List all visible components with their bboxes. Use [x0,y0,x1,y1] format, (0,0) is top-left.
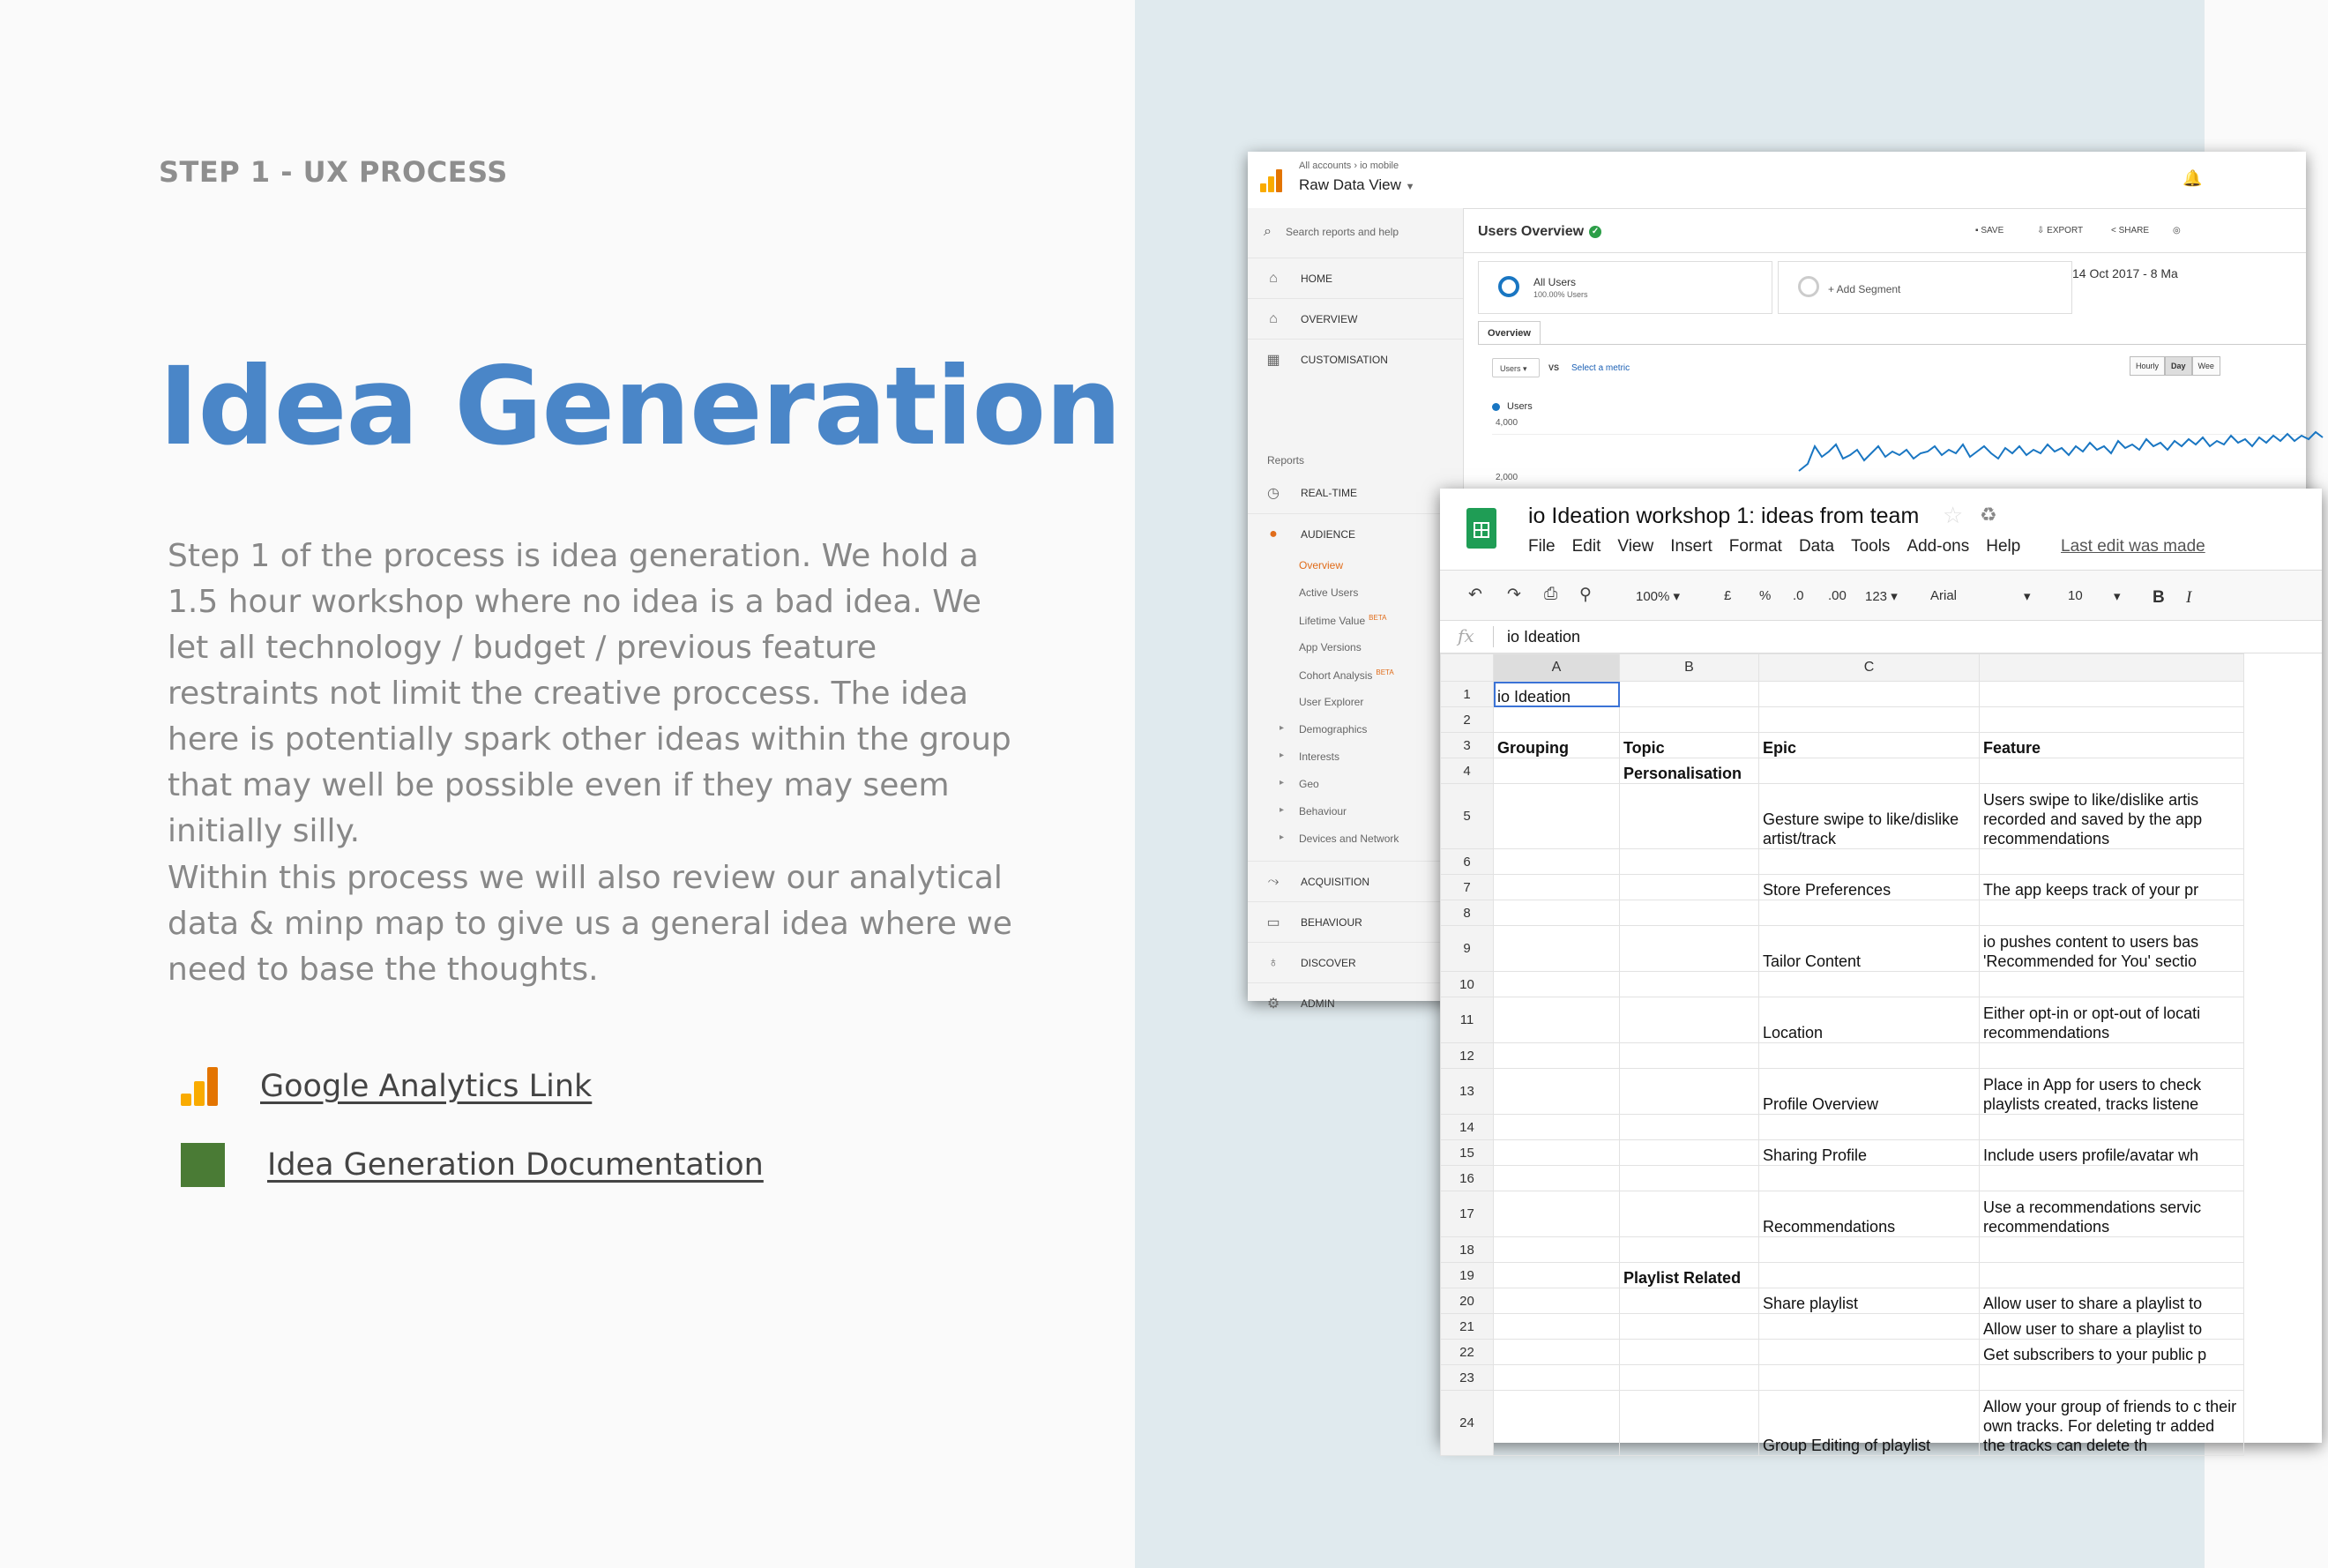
audience-app-versions[interactable]: App Versions [1299,641,1362,653]
cell[interactable]: Personalisation [1620,758,1759,784]
cell[interactable] [1759,1263,1980,1288]
row-number[interactable]: 5 [1441,784,1494,849]
verified-check-icon: ✓ [1589,226,1601,238]
row-number[interactable]: 9 [1441,926,1494,972]
cell[interactable] [1620,875,1759,900]
nav-discover-label: DISCOVER [1301,957,1356,969]
font-size-select[interactable] [2068,588,2083,603]
cell[interactable] [1759,972,1980,997]
nav-overview-label: OVERVIEW [1301,313,1358,325]
italic-button[interactable]: I [2186,588,2192,607]
home-icon: ⌂ [1269,311,1278,326]
table-row [1441,1043,2244,1069]
nav-home-label: HOME [1301,273,1332,285]
cell[interactable] [1494,1043,1620,1069]
date-range[interactable]: 14 Oct 2017 - 8 Ma [2072,266,2178,280]
row-number[interactable]: 19 [1441,1263,1494,1288]
cell[interactable]: Include users profile/avatar wh [1980,1140,2244,1166]
decrease-decimal-button[interactable]: .0 [1793,588,1804,603]
row-number[interactable]: 23 [1441,1365,1494,1391]
bold-button[interactable]: B [2153,588,2165,607]
chart-legend [1492,401,1533,412]
save-button[interactable]: ▪ SAVE [1975,226,2004,235]
cell[interactable]: Place in App for users to check playlists created, tracks listene [1980,1069,2244,1115]
empty-segment-icon [1798,276,1819,297]
audience-active-users[interactable]: Active Users [1299,586,1359,599]
table-row [1441,1391,2244,1456]
nav-admin-label: ADMIN [1301,997,1335,1010]
table-row [1441,1365,2244,1391]
cell[interactable]: Location [1759,997,1980,1043]
gear-icon: ⚙ [1266,997,1280,1012]
nav-customisation-label: CUSTOMISATION [1301,354,1388,366]
add-segment-button[interactable] [1778,261,2072,314]
row-number[interactable]: 21 [1441,1314,1494,1340]
share-label: SHARE [2118,226,2150,235]
acquisition-icon: ⤳ [1267,874,1280,889]
cell[interactable] [1494,784,1620,849]
reports-section-label: Reports [1267,454,1305,467]
nav-audience[interactable] [1248,513,1463,555]
font-select[interactable] [1930,588,1957,603]
cell[interactable] [1494,1191,1620,1237]
metric-select[interactable]: Users ▾ [1492,358,1540,377]
metric-select-value: Users [1500,364,1521,373]
cell[interactable] [1494,1069,1620,1115]
cell[interactable] [1620,1391,1759,1456]
segment-all-users[interactable] [1478,261,1772,314]
table-row [1441,682,2244,707]
cell[interactable] [1759,849,1980,875]
undo-icon[interactable]: ↶ [1468,586,1482,604]
row-number[interactable]: 18 [1441,1237,1494,1263]
cell[interactable]: Get subscribers to your public p [1980,1340,2244,1365]
row-number[interactable]: 20 [1441,1288,1494,1314]
hourly-button[interactable]: Hourly [2130,356,2165,376]
nav-discover[interactable] [1248,942,1463,983]
table-row [1441,784,2244,849]
cell[interactable]: Grouping [1494,733,1620,758]
cell[interactable] [1494,1115,1620,1140]
cell[interactable] [1620,849,1759,875]
segment-name: All Users [1533,276,1577,288]
row-number[interactable]: 15 [1441,1140,1494,1166]
row-number[interactable]: 12 [1441,1043,1494,1069]
paint-format-icon[interactable]: ⚲ [1579,586,1592,604]
menu-data[interactable]: Data [1798,537,1835,556]
clock-icon: ◷ [1267,486,1280,501]
y-tick-4000: 4,000 [1496,418,1518,428]
nav-admin[interactable] [1248,982,1463,1024]
cell[interactable] [1494,1340,1620,1365]
table-row [1441,900,2244,926]
move-to-folder-icon[interactable]: ♻ [1980,504,1997,526]
cell[interactable] [1494,758,1620,784]
nav-customisation[interactable] [1248,339,1463,380]
menu-file[interactable]: File [1528,537,1556,556]
cell[interactable]: Allow your group of friends to c their own tracks. For deleting tr added the tracks can delete th [1980,1391,2244,1456]
cell[interactable] [1620,997,1759,1043]
cell[interactable] [1980,758,2244,784]
cell[interactable]: Playlist Related [1620,1263,1759,1288]
account-breadcrumb[interactable]: All accounts › io mobile [1299,161,1399,171]
sheets-menu-bar [1528,537,2037,556]
google-analytics-link[interactable] [181,1067,592,1106]
row-number[interactable]: 22 [1441,1340,1494,1365]
cell[interactable] [1494,972,1620,997]
cell[interactable]: Users swipe to like/dislike artis recorded and saved by the app recommendations [1980,784,2244,849]
cell[interactable] [1759,1166,1980,1191]
export-button[interactable]: ⇩ EXPORT [2037,226,2084,235]
idea-generation-documentation-label[interactable]: Idea Generation Documentation [267,1147,764,1183]
column-header[interactable] [1980,654,2244,682]
view-selector[interactable] [1299,176,1415,194]
table-row [1441,1140,2244,1166]
formula-input[interactable]: io Ideation [1507,628,1581,646]
menu-tools[interactable]: Tools [1851,537,1891,556]
analytics-sidebar [1248,208,1464,1012]
cell[interactable]: Store Preferences [1759,875,1980,900]
window-icon: ▭ [1266,915,1280,930]
increase-decimal-button[interactable]: .00 [1828,588,1847,603]
cell[interactable] [1620,1340,1759,1365]
cell[interactable] [1620,1166,1759,1191]
cell[interactable] [1620,1365,1759,1391]
table-row [1441,758,2244,784]
last-edit-link[interactable]: Last edit was made [2061,537,2205,556]
cell[interactable] [1759,758,1980,784]
cell[interactable] [1980,1043,2244,1069]
cell[interactable]: Recommendations [1759,1191,1980,1237]
home-icon: ⌂ [1269,271,1278,286]
segment-percentage: 100.00% Users [1533,290,1588,299]
google-sheets-icon [181,1143,225,1187]
users-series-line [1799,432,2323,471]
cell[interactable] [1494,1140,1620,1166]
cell[interactable]: Gesture swipe to like/dislike artist/track [1759,784,1980,849]
idea-generation-documentation-link[interactable] [181,1143,764,1187]
menu-format[interactable]: Format [1728,537,1782,556]
report-header [1464,208,2306,253]
table-row [1441,997,2244,1043]
cell[interactable] [1620,1140,1759,1166]
audience-overview[interactable]: Overview [1299,559,1344,571]
google-analytics-link-label[interactable]: Google Analytics Link [260,1069,593,1104]
google-analytics-icon [181,1067,218,1106]
cell[interactable] [1620,707,1759,733]
menu-add-ons[interactable]: Add-ons [1906,537,1970,556]
row-number[interactable]: 13 [1441,1069,1494,1115]
table-row [1441,1069,2244,1115]
cell[interactable]: Epic [1759,733,1980,758]
cell[interactable]: Feature [1980,733,2244,758]
nav-behaviour-label: BEHAVIOUR [1301,916,1362,929]
paragraph-intro: Step 1 of the process is idea generation. We hold a 1.5 hour workshop where no idea is a bad idea. We let all technology / budget / previous feature restraints not limit the creative proccess. The idea here is potentially spark other ideas within the group that may well be possible even if they may seem initially silly. [168,538,1011,849]
cell[interactable]: Topic [1620,733,1759,758]
beta-badge: BETA [1376,668,1394,676]
week-button[interactable]: Wee [2192,356,2220,376]
cell[interactable] [1980,1115,2244,1140]
table-row [1441,1288,2244,1314]
row-number[interactable]: 17 [1441,1191,1494,1237]
audience-cohort-analysis[interactable] [1299,668,1394,682]
vs-label: VS [1548,363,1560,372]
table-row [1441,1340,2244,1365]
table-row [1441,875,2244,900]
table-row [1441,733,2244,758]
font-value: Arial [1930,588,1958,603]
row-number[interactable]: 10 [1441,972,1494,997]
table-row [1441,1191,2244,1237]
cell[interactable] [1620,1043,1759,1069]
sheets-logo-icon[interactable] [1466,508,1496,549]
cell[interactable] [1759,1043,1980,1069]
audience-interests[interactable]: ▸ Interests [1299,750,1339,763]
cell[interactable] [1759,1314,1980,1340]
row-number[interactable]: 4 [1441,758,1494,784]
cell[interactable]: Share playlist [1759,1288,1980,1314]
nav-audience-label: AUDIENCE [1301,528,1356,541]
cell[interactable] [1494,1314,1620,1340]
cell[interactable] [1759,1237,1980,1263]
cell[interactable] [1494,1263,1620,1288]
audience-user-explorer[interactable]: User Explorer [1299,696,1364,708]
cell[interactable] [1494,1166,1620,1191]
menu-view[interactable]: View [1617,537,1654,556]
cell[interactable] [1620,682,1759,707]
row-number[interactable]: 11 [1441,997,1494,1043]
cell[interactable] [1494,1288,1620,1314]
cell[interactable] [1980,972,2244,997]
cell[interactable] [1759,682,1980,707]
nav-acquisition-label: ACQUISITION [1301,876,1370,888]
cell[interactable] [1620,900,1759,926]
cell[interactable] [1620,1288,1759,1314]
print-icon[interactable]: ⎙ [1544,585,1558,603]
time-granularity [2130,356,2220,376]
cell[interactable] [1980,1365,2244,1391]
bell-icon[interactable]: 🔔 [2182,169,2203,187]
nav-real-time-label: REAL-TIME [1301,487,1358,499]
fx-label: fx [1458,625,1474,646]
cell[interactable] [1494,849,1620,875]
lightbulb-icon: ♁ [1268,955,1279,970]
nav-home[interactable] [1248,258,1463,299]
segment-ring-icon [1498,276,1519,297]
nav-overview[interactable] [1248,298,1463,340]
table-row [1441,1166,2244,1191]
cell[interactable] [1980,1166,2244,1191]
sheets-header [1440,489,2322,570]
caret-down-icon: ▼ [1405,182,1415,192]
insights-icon[interactable]: ◎ [2173,226,2181,235]
sheets-toolbar [1440,570,2322,621]
cell[interactable] [1494,707,1620,733]
search-placeholder: Search reports and help [1285,226,1399,238]
zoom-value: 100% [1636,589,1670,604]
day-button[interactable]: Day [2165,356,2192,376]
table-row [1441,972,2244,997]
cell[interactable] [1620,926,1759,972]
cell[interactable] [1494,926,1620,972]
cell[interactable]: io pushes content to users bas 'Recommended for You' sectio [1980,926,2244,972]
slide-left-panel [0,0,1135,1568]
column-header-row [1441,654,2244,682]
search-icon: ⌕ [1264,224,1272,239]
row-number[interactable]: 2 [1441,707,1494,733]
font-size-value: 10 [2068,588,2083,603]
cell[interactable] [1494,900,1620,926]
table-row [1441,1314,2244,1340]
users-legend-dot [1492,403,1500,411]
share-button[interactable]: < SHARE [2111,226,2150,235]
paragraph-analytics: Within this process we will also review our analytical data & minp map to give us a general idea where we need to base the thoughts. [168,860,1012,988]
lifetime-value-label: Lifetime Value [1299,615,1366,627]
person-icon: ● [1269,526,1278,541]
table-row [1441,1237,2244,1263]
percent-format-button[interactable]: % [1759,588,1772,603]
report-title: Users Overview [1478,224,1585,239]
cell[interactable] [1494,1365,1620,1391]
more-formats-label: 123 [1865,589,1888,604]
row-number[interactable]: 3 [1441,733,1494,758]
cell[interactable] [1980,682,2244,707]
audience-geo[interactable]: ▸ Geo [1299,778,1319,790]
report-search[interactable] [1264,224,1399,240]
row-number[interactable]: 6 [1441,849,1494,875]
sheet-title[interactable]: io Ideation workshop 1: ideas from team [1528,504,1920,528]
cell[interactable]: The app keeps track of your pr [1980,875,2244,900]
analytics-header [1248,152,2306,209]
row-number[interactable]: 24 [1441,1391,1494,1456]
cell[interactable] [1980,849,2244,875]
cell[interactable] [1980,1263,2244,1288]
cell[interactable] [1494,1237,1620,1263]
tab-overview[interactable]: Overview [1478,321,1541,345]
cell[interactable] [1620,1069,1759,1115]
slide-title: Idea Generation [159,344,1122,469]
cell[interactable] [1759,1365,1980,1391]
cell[interactable]: Tailor Content [1759,926,1980,972]
cell[interactable] [1620,1237,1759,1263]
nav-acquisition[interactable] [1248,861,1463,902]
cell[interactable] [1759,707,1980,733]
cell[interactable]: Allow user to share a playlist to [1980,1314,2244,1340]
zoom-select[interactable]: 100% ▾ [1636,589,1681,604]
cell[interactable]: Allow user to share a playlist to [1980,1288,2244,1314]
star-icon[interactable]: ☆ [1943,502,1964,528]
audience-demographics[interactable]: ▸ Demographics [1299,723,1367,735]
table-row [1441,849,2244,875]
column-header[interactable]: A [1494,654,1620,682]
cell[interactable]: Use a recommendations servic recommendations [1980,1191,2244,1237]
cell[interactable]: Group Editing of playlist [1759,1391,1980,1456]
cell[interactable] [1494,1391,1620,1456]
row-number[interactable]: 8 [1441,900,1494,926]
analytics-logo-icon [1260,169,1283,197]
cell[interactable] [1620,1314,1759,1340]
cell[interactable] [1980,1237,2244,1263]
formula-bar [1440,621,2322,653]
cell[interactable]: Either opt-in or opt-out of locati recommendations [1980,997,2244,1043]
table-row [1441,1263,2244,1288]
row-number[interactable]: 7 [1441,875,1494,900]
formula-bar-divider [1493,626,1494,647]
table-row [1441,926,2244,972]
cell[interactable] [1980,707,2244,733]
sheets-window [1440,489,2322,1454]
cohort-analysis-label: Cohort Analysis [1299,669,1373,682]
menu-help[interactable]: Help [1986,537,2021,556]
row-number[interactable]: 14 [1441,1115,1494,1140]
cell[interactable] [1494,875,1620,900]
spreadsheet-rows [1441,682,2244,1456]
export-label: EXPORT [2047,226,2084,235]
tab-divider [1478,344,2306,345]
step-label: STEP 1 - UX PROCESS [159,155,508,189]
column-header[interactable]: B [1620,654,1759,682]
cell[interactable] [1759,1340,1980,1365]
nav-behaviour[interactable] [1248,901,1463,943]
currency-format-button[interactable]: £ [1724,588,1732,603]
legend-users-label: Users [1507,401,1533,412]
audience-devices-network[interactable]: ▸ Devices and Network [1299,833,1399,845]
select-metric-link[interactable]: Select a metric [1571,363,1630,373]
table-row [1441,707,2244,733]
cell[interactable]: io Ideation [1494,682,1620,707]
cell[interactable] [1620,972,1759,997]
column-header[interactable]: C [1759,654,1980,682]
menu-insert[interactable]: Insert [1670,537,1712,556]
row-number[interactable]: 1 [1441,682,1494,707]
redo-icon[interactable]: ↷ [1507,586,1521,604]
nav-real-time[interactable] [1248,473,1463,513]
cell[interactable]: Profile Overview [1759,1069,1980,1115]
view-name: Raw Data View [1299,176,1401,193]
spreadsheet-grid [1440,653,2244,1456]
audience-behaviour[interactable]: ▸ Behaviour [1299,805,1347,818]
add-segment-label: + Add Segment [1828,283,1901,295]
table-row [1441,1115,2244,1140]
report-title-row [1478,224,1601,240]
audience-lifetime-value[interactable] [1299,614,1386,627]
font-select-caret-icon: ▾ [2024,589,2031,604]
y-tick-2000: 2,000 [1496,473,1518,482]
row-number[interactable]: 16 [1441,1166,1494,1191]
users-line-chart [1799,420,2328,482]
cell[interactable] [1759,900,1980,926]
cell[interactable] [1759,1115,1980,1140]
save-label: SAVE [1981,226,2004,235]
beta-badge: BETA [1369,614,1387,622]
cell[interactable] [1980,900,2244,926]
cell[interactable] [1494,997,1620,1043]
font-size-caret-icon: ▾ [2114,589,2121,604]
dashboard-icon: ▦ [1266,353,1280,368]
cell[interactable] [1620,784,1759,849]
more-formats-select[interactable]: 123 ▾ [1865,589,1898,604]
cell[interactable] [1620,1191,1759,1237]
cell[interactable]: Sharing Profile [1759,1140,1980,1166]
select-all-corner[interactable] [1441,654,1494,682]
menu-edit[interactable]: Edit [1571,537,1601,556]
cell[interactable] [1620,1115,1759,1140]
